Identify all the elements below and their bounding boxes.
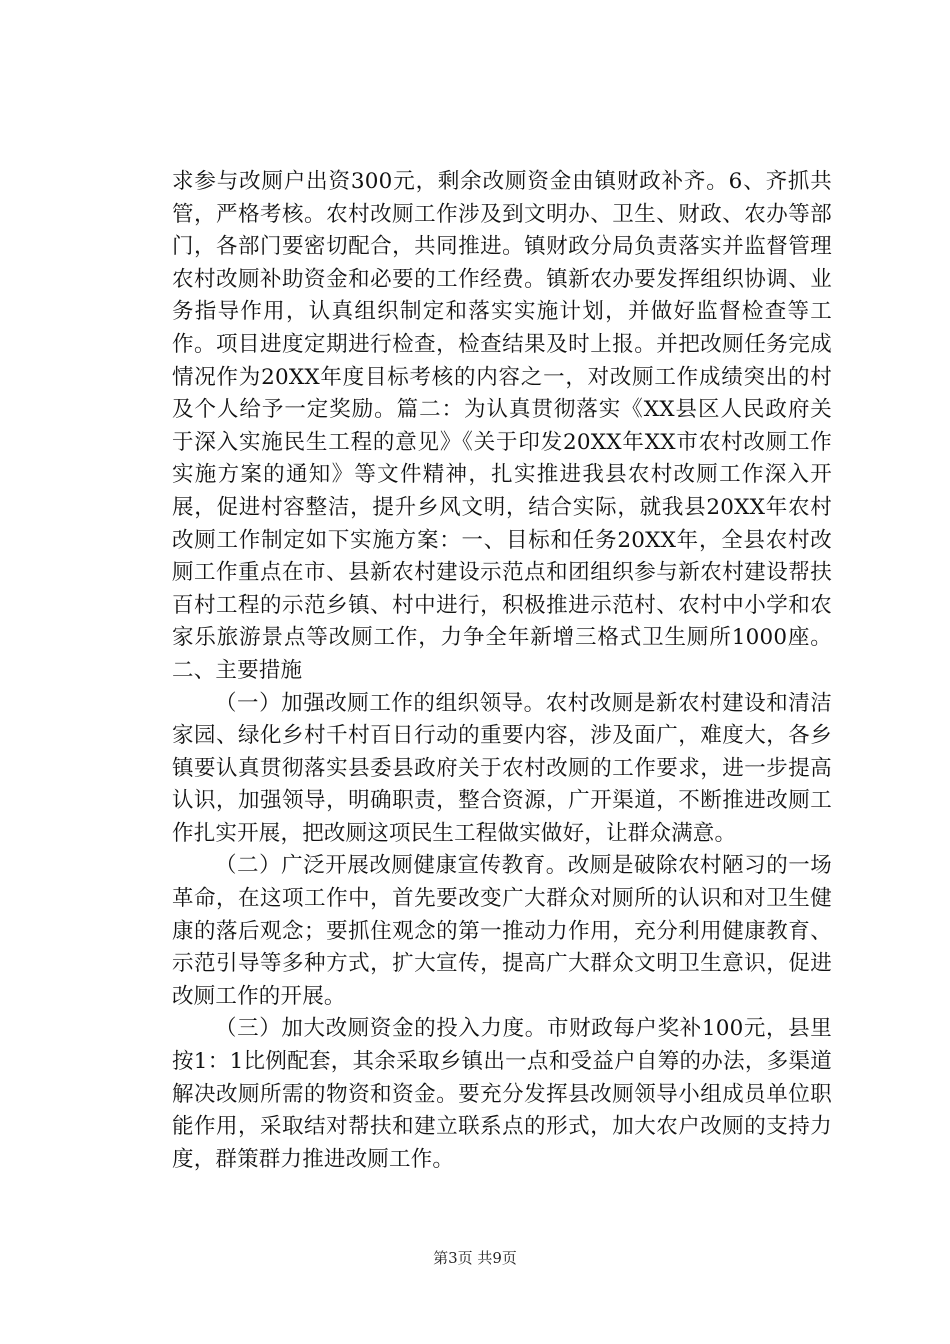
paragraph-4: （三）加大改厕资金的投入力度。市财政每户奖补100元，县里按1：1比例配套，其余采取乡镇出一点和受益户自筹的办法，多渠道解决改厕所需的物资和资金。要充分发挥县改厕领导小组成员单位职能作用，采取结对帮扶和建立联系点的形式，加大农户改厕的支持力度，群策群力推进改厕工作。 bbox=[172, 1016, 832, 1172]
paragraph-2: （一）加强改厕工作的组织领导。农村改厕是新农村建设和清洁家园、绿化乡村千村百日行动的重要内容，涉及面广，难度大，各乡镇要认真贯彻落实县委县政府关于农村改厕的工作要求，进一步提高认识，加强领导，明确职责，整合资源，广开渠道，不断推进改厕工作扎实开展，把改厕这项民生工程做实做好，让群众满意。 bbox=[172, 690, 832, 846]
paragraph-3: （二）广泛开展改厕健康宣传教育。改厕是破除农村陋习的一场革命，在这项工作中，首先要改变广大群众对厕所的认识和对卫生健康的落后观念；要抓住观念的第一推动力作用，充分利用健康教育、示范引导等多种方式，扩大宣传，提高广大群众文明卫生意识，促进改厕工作的开展。 bbox=[172, 853, 832, 1009]
paragraph-1: 求参与改厕户出资300元，剩余改厕资金由镇财政补齐。6、齐抓共管，严格考核。农村改厕工作涉及到文明办、卫生、财政、农办等部门，各部门要密切配合，共同推进。镇财政分局负责落实并监督管理农村改厕补助资金和必要的工作经费。镇新农办要发挥组织协调、业务指导作用，认真组织制定和落实实施计划，并做好监督检查等工作。项目进度定期进行检查，检查结果及时上报。并把改厕任务完成情况作为20XX年度目标考核的内容之一，对改厕工作成绩突出的村及个人给予一定奖励。篇二：为认真贯彻落实《XX县区人民政府关于深入实施民生工程的意见》《关于印发20XX年XX市农村改厕工作实施方案的通知》等文件精神，扎实推进我县农村改厕工作深入开展，促进村容整洁，提升乡风文明，结合实际，就我县20XX年农村改厕工作制定如下实施方案：一、目标和任务20XX年，全县农村改厕工作重点在市、县新农村建设示范点和团组织参与新农村建设帮扶百村工程的示范乡镇、村中进行，积极推进示范村、农村中小学和农家乐旅游景点等改厕工作，力争全年新增三格式卫生厕所1000座。二、主要措施 bbox=[172, 169, 832, 683]
page-number-footer: 第3页 共9页 bbox=[433, 1249, 517, 1267]
document-body bbox=[172, 166, 832, 1176]
